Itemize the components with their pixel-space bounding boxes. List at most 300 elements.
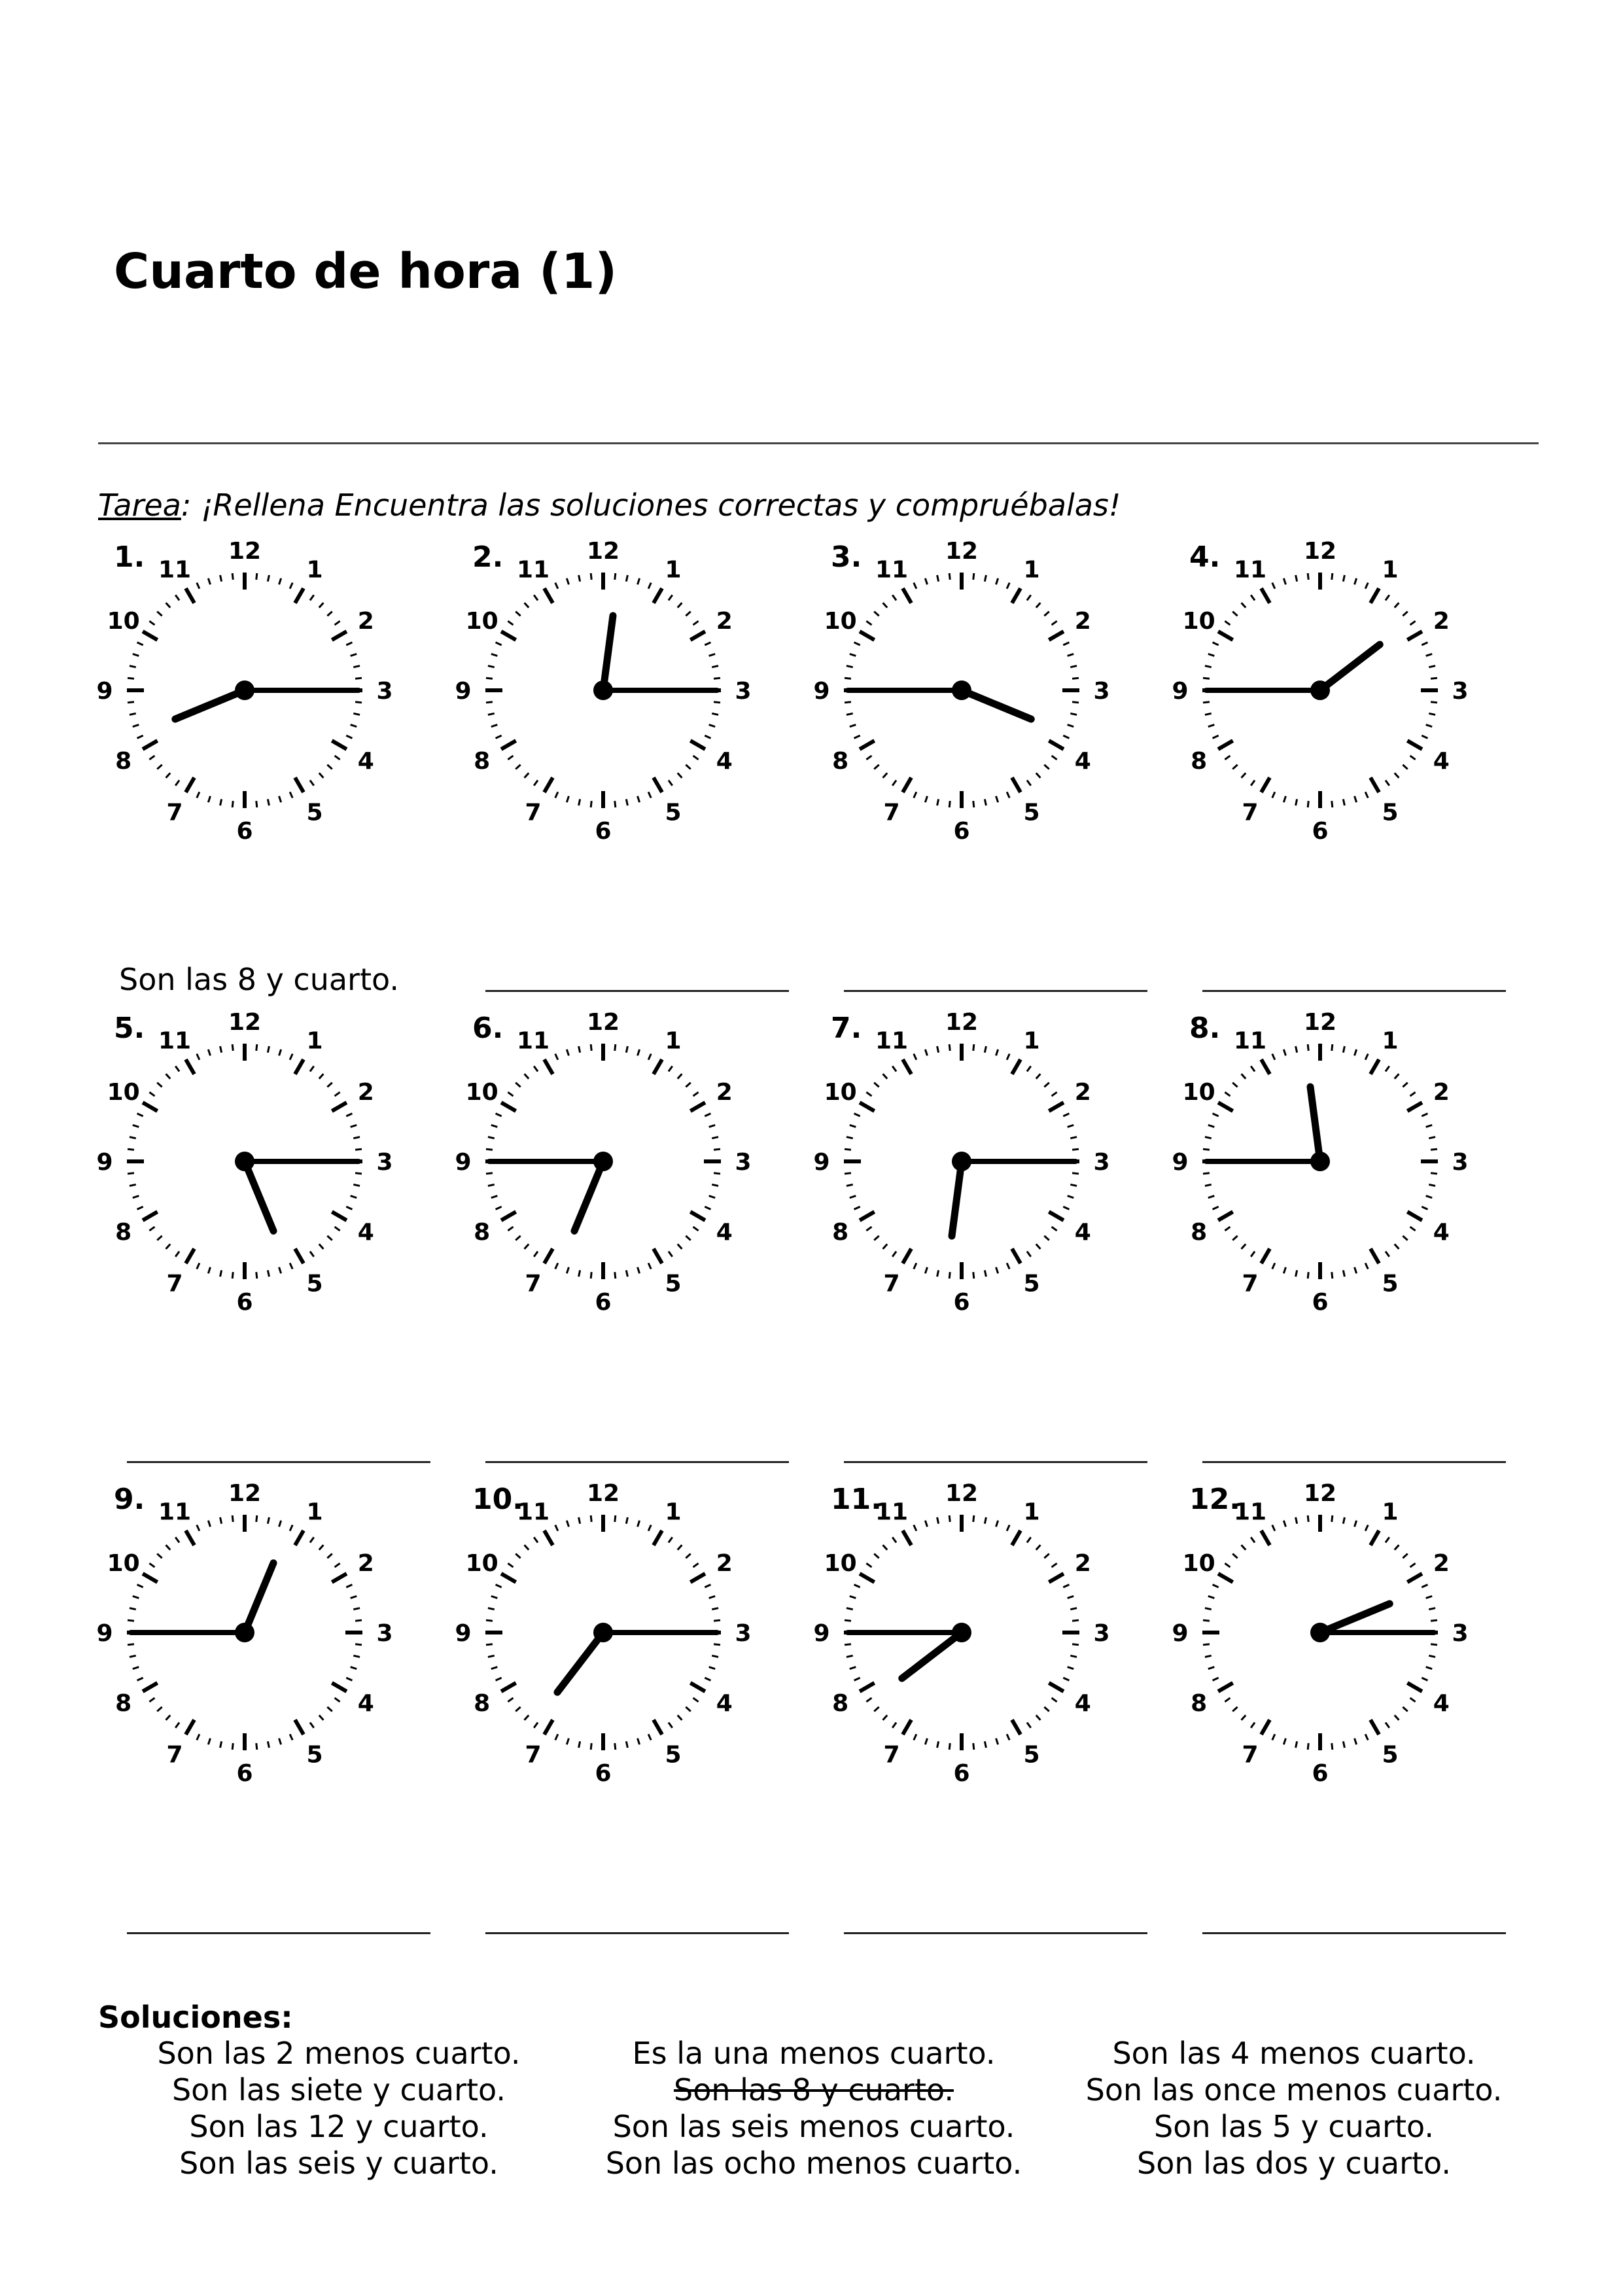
minute-tick (327, 1236, 332, 1241)
minute-tick (846, 713, 853, 715)
task-text: : ¡Rellena Encuentra las soluciones correctas y compruébalas! (181, 487, 1121, 523)
minute-tick (1343, 1270, 1344, 1277)
hour-tick (690, 631, 705, 640)
exercise-number: 9. (114, 1483, 145, 1516)
minute-tick (310, 1252, 314, 1257)
minute-tick (346, 1114, 352, 1116)
minute-tick (850, 1596, 856, 1598)
solutions-column (1052, 2035, 1536, 2181)
clock-numeral: 9 (813, 678, 830, 705)
minute-tick (626, 1741, 627, 1748)
minute-tick (1213, 1207, 1219, 1209)
minute-tick (693, 1227, 699, 1231)
minute-tick (874, 1707, 879, 1712)
minute-tick (232, 801, 233, 807)
minute-tick (626, 1517, 627, 1524)
minute-tick (1422, 1207, 1427, 1209)
minute-tick (353, 1137, 360, 1139)
minute-tick (1052, 1563, 1057, 1567)
minute-tick (937, 1741, 939, 1748)
minute-tick (1426, 725, 1433, 727)
clock-numeral: 1 (1023, 556, 1040, 584)
minute-tick (850, 1196, 856, 1198)
minute-tick (488, 713, 495, 715)
minute-tick (892, 1252, 896, 1257)
minute-tick (319, 773, 324, 777)
minute-tick (845, 1644, 851, 1645)
minute-tick (709, 1196, 716, 1198)
minute-tick (626, 1046, 627, 1053)
minute-tick (335, 1092, 340, 1096)
minute-tick (1213, 735, 1219, 738)
clock-numeral: 2 (1433, 1079, 1450, 1106)
minute-tick (874, 1083, 879, 1087)
minute-tick (937, 1046, 939, 1053)
minute-tick (1332, 1044, 1333, 1051)
minute-tick (279, 1521, 281, 1527)
minute-tick (197, 792, 200, 798)
minute-tick (268, 575, 269, 582)
clock-numeral: 12 (586, 538, 620, 565)
answer-line[interactable] (127, 1932, 430, 1934)
clock-numeral: 7 (166, 1270, 183, 1298)
minute-tick (883, 1244, 888, 1248)
minute-tick (678, 1545, 682, 1549)
minute-tick (1213, 1678, 1219, 1680)
minute-tick (1068, 725, 1074, 727)
minute-tick (1251, 595, 1255, 600)
hour-tick (544, 1059, 553, 1074)
minute-tick (712, 1137, 718, 1139)
minute-tick (232, 573, 233, 580)
minute-tick (534, 1252, 538, 1257)
minute-tick (1027, 1252, 1031, 1257)
minute-tick (693, 1092, 699, 1096)
hour-tick (690, 1683, 705, 1691)
hour-tick (903, 1720, 911, 1735)
minute-tick (892, 1066, 896, 1071)
minute-tick (279, 1739, 281, 1745)
minute-tick (351, 1196, 357, 1198)
clock-numeral: 8 (115, 748, 132, 775)
clock-numeral: 8 (1191, 1219, 1208, 1246)
minute-tick (1203, 1149, 1210, 1150)
minute-tick (1365, 1734, 1368, 1740)
hour-tick (332, 741, 347, 749)
hour-tick (186, 1720, 194, 1735)
minute-tick (1386, 595, 1389, 600)
clock-numeral: 10 (824, 1550, 857, 1577)
minute-tick (1242, 773, 1246, 777)
clock-numeral: 4 (1074, 1690, 1091, 1717)
minute-tick (525, 1715, 529, 1720)
clock-numeral: 9 (1172, 1149, 1189, 1176)
minute-tick (1070, 1608, 1077, 1610)
minute-tick (638, 796, 640, 803)
minute-tick (166, 1244, 171, 1248)
minute-tick (1395, 1545, 1399, 1549)
hour-tick (1407, 1683, 1422, 1691)
minute-tick (686, 1707, 690, 1712)
clock-numeral: 2 (716, 1550, 733, 1577)
minute-tick (1426, 1596, 1433, 1598)
minute-tick (515, 1236, 520, 1241)
minute-tick (268, 1741, 269, 1748)
minute-tick (1355, 1739, 1357, 1745)
clock-numeral: 3 (1093, 1620, 1110, 1647)
hour-tick (1261, 1530, 1270, 1545)
minute-tick (197, 1734, 200, 1740)
minute-tick (883, 773, 888, 777)
clock-numeral: 5 (665, 799, 682, 826)
minute-tick (256, 1515, 257, 1522)
hour-tick (501, 1212, 516, 1220)
hour-tick (501, 1103, 516, 1111)
hour-tick (544, 1248, 553, 1263)
minute-tick (567, 1050, 568, 1056)
clock-numeral: 6 (1312, 818, 1329, 845)
minute-tick (1386, 1252, 1389, 1257)
minute-tick (874, 765, 879, 769)
minute-tick (496, 1114, 502, 1116)
solution-item: Son las siete y cuarto. (171, 2072, 506, 2108)
clock-numeral: 11 (158, 556, 192, 584)
clock-numeral: 9 (1172, 1620, 1189, 1647)
hour-tick (1218, 631, 1233, 640)
minute-tick (1213, 643, 1219, 645)
minute-tick (1225, 1698, 1230, 1702)
minute-tick (1027, 1723, 1031, 1728)
minute-tick (133, 654, 139, 656)
minute-tick (846, 1137, 853, 1139)
minute-tick (1205, 666, 1212, 667)
hour-tick (1218, 1574, 1233, 1582)
hour-hand (1320, 645, 1380, 690)
minute-tick (128, 702, 134, 703)
minute-tick (208, 1050, 210, 1056)
clock-numeral: 7 (1242, 799, 1259, 826)
hour-tick (1261, 777, 1270, 792)
minute-tick (256, 573, 257, 580)
answer-line[interactable] (844, 1932, 1147, 1934)
clock-center (952, 1623, 971, 1642)
minute-tick (149, 1227, 154, 1231)
minute-tick (996, 1521, 998, 1527)
minute-tick (1044, 1707, 1049, 1712)
minute-tick (1007, 1525, 1009, 1531)
minute-tick (1429, 1655, 1435, 1657)
minute-tick (949, 1515, 950, 1522)
minute-tick (709, 654, 716, 656)
hour-tick (186, 1248, 194, 1263)
minute-tick (1232, 1236, 1237, 1241)
minute-tick (508, 756, 513, 760)
minute-tick (534, 781, 538, 786)
minute-tick (874, 612, 879, 616)
clock-numeral: 9 (96, 678, 113, 705)
minute-tick (714, 1149, 720, 1150)
clock-center (235, 680, 254, 700)
minute-tick (130, 1655, 136, 1657)
minute-tick (351, 654, 357, 656)
minute-tick (874, 1236, 879, 1241)
minute-tick (1027, 595, 1031, 600)
clock-numeral: 3 (1093, 1149, 1110, 1176)
clock-numeral: 3 (376, 1620, 393, 1647)
minute-tick (1296, 1517, 1297, 1524)
minute-tick (220, 1046, 222, 1053)
minute-tick (925, 1739, 927, 1745)
clock-center (952, 680, 971, 700)
hour-tick (1012, 1530, 1021, 1545)
minute-tick (669, 595, 672, 600)
minute-tick (615, 1272, 616, 1279)
clock-numeral: 3 (376, 1149, 393, 1176)
minute-tick (1395, 1715, 1399, 1720)
minute-tick (850, 725, 856, 727)
clock-numeral: 9 (1172, 678, 1189, 705)
hour-tick (654, 1720, 662, 1735)
minute-tick (705, 1114, 710, 1116)
minute-tick (133, 1196, 139, 1198)
clock-numeral: 2 (716, 1079, 733, 1106)
minute-tick (128, 1620, 134, 1621)
clock-numeral: 5 (665, 1741, 682, 1769)
minute-tick (1429, 1184, 1435, 1186)
minute-tick (1063, 1207, 1069, 1209)
clock-numeral: 5 (306, 799, 323, 826)
minute-tick (845, 1173, 851, 1174)
minute-tick (319, 1715, 324, 1720)
minute-tick (709, 725, 716, 727)
clock-numeral: 4 (357, 1690, 374, 1717)
minute-tick (1355, 1521, 1357, 1527)
minute-tick (1251, 1066, 1255, 1071)
minute-tick (1225, 1092, 1230, 1096)
solution-item: Son las dos y cuarto. (1137, 2146, 1451, 2181)
minute-tick (486, 1173, 493, 1174)
minute-tick (949, 1272, 950, 1279)
minute-tick (1410, 756, 1416, 760)
minute-tick (937, 799, 939, 805)
clock-face (440, 942, 752, 1316)
minute-tick (496, 1207, 502, 1209)
solutions-heading: Soluciones: (98, 2000, 293, 2035)
hour-tick (501, 1683, 516, 1691)
minute-tick (1429, 1608, 1435, 1610)
clock-center (593, 1623, 613, 1642)
minute-tick (1232, 612, 1237, 616)
minute-tick (1296, 1741, 1297, 1748)
clock-face (81, 471, 393, 845)
minute-tick (491, 1667, 498, 1669)
minute-tick (985, 799, 986, 805)
minute-tick (1296, 1270, 1297, 1277)
hour-tick (690, 1574, 705, 1582)
minute-tick (712, 1655, 718, 1657)
minute-tick (310, 1723, 314, 1728)
minute-tick (1395, 773, 1399, 777)
minute-tick (232, 1272, 233, 1279)
clock-numeral: 8 (1191, 1690, 1208, 1717)
hour-tick (1012, 1059, 1021, 1074)
clock-numeral: 11 (516, 1498, 550, 1526)
minute-tick (157, 612, 162, 616)
hour-tick (1049, 631, 1064, 640)
clock-numeral: 12 (228, 1480, 262, 1507)
minute-tick (130, 713, 136, 715)
minute-tick (515, 1554, 520, 1559)
clock-numeral: 12 (1303, 1480, 1337, 1507)
hour-hand (1320, 1604, 1389, 1633)
minute-tick (508, 621, 513, 625)
minute-tick (175, 1723, 179, 1728)
exercise-number: 3. (831, 540, 862, 574)
minute-tick (638, 1267, 640, 1274)
minute-tick (279, 1050, 281, 1056)
header-divider (98, 442, 1539, 444)
minute-tick (638, 1739, 640, 1745)
clock-numeral: 9 (455, 678, 472, 705)
clock-numeral: 4 (1074, 748, 1091, 775)
hour-tick (1407, 1574, 1422, 1582)
minute-tick (1203, 678, 1210, 679)
minute-tick (279, 578, 281, 585)
clock-numeral: 9 (813, 1149, 830, 1176)
clock-numeral: 2 (1074, 608, 1091, 635)
clock-numeral: 4 (1433, 748, 1450, 775)
exercise-number: 2. (472, 540, 504, 574)
minute-tick (128, 678, 134, 679)
minute-tick (973, 1743, 974, 1750)
minute-tick (1283, 578, 1285, 585)
clock-numeral: 2 (357, 608, 374, 635)
minute-tick (669, 1723, 672, 1728)
minute-tick (996, 796, 998, 803)
minute-tick (866, 621, 871, 625)
exercise-number: 5. (114, 1012, 145, 1045)
minute-tick (149, 756, 154, 760)
minute-tick (1044, 1554, 1049, 1559)
clock-numeral: 11 (875, 1027, 909, 1055)
page-title: Cuarto de hora (1) (114, 243, 618, 300)
solution-item: Son las 2 menos cuarto. (157, 2036, 521, 2071)
minute-tick (1036, 1715, 1041, 1720)
hour-tick (860, 1212, 875, 1220)
hour-tick (1218, 1212, 1233, 1220)
minute-tick (669, 781, 672, 786)
minute-tick (208, 578, 210, 585)
minute-tick (488, 666, 495, 667)
hour-tick (1049, 1103, 1064, 1111)
minute-tick (1431, 1620, 1437, 1621)
minute-tick (1052, 1092, 1057, 1096)
clock-numeral: 6 (236, 1289, 253, 1316)
minute-tick (854, 643, 860, 645)
minute-tick (1044, 1236, 1049, 1241)
minute-tick (1332, 1743, 1333, 1750)
hour-tick (1370, 1059, 1379, 1074)
hour-tick (903, 588, 911, 603)
clock-face (440, 1413, 752, 1787)
minute-tick (149, 621, 154, 625)
hour-tick (1261, 1248, 1270, 1263)
answer-line[interactable] (1202, 1932, 1506, 1934)
answer-line[interactable] (485, 1932, 789, 1934)
minute-tick (1052, 756, 1057, 760)
minute-tick (353, 1184, 360, 1186)
minute-tick (1355, 796, 1357, 803)
solution-item: Son las 4 menos cuarto. (1112, 2036, 1476, 2071)
minute-tick (515, 612, 520, 616)
clock-numeral: 4 (1074, 1219, 1091, 1246)
minute-tick (486, 702, 493, 703)
hour-tick (1218, 1683, 1233, 1691)
hour-tick (332, 1212, 347, 1220)
minute-tick (712, 1608, 718, 1610)
minute-tick (1395, 603, 1399, 607)
minute-tick (1272, 1525, 1275, 1531)
hour-tick (332, 631, 347, 640)
clock-numeral: 12 (945, 538, 979, 565)
minute-tick (686, 1236, 690, 1241)
minute-tick (508, 1698, 513, 1702)
minute-tick (355, 678, 362, 679)
clock-numeral: 6 (953, 1289, 970, 1316)
minute-tick (486, 678, 493, 679)
minute-tick (128, 1173, 134, 1174)
minute-tick (351, 725, 357, 727)
minute-tick (914, 1734, 916, 1740)
exercise-number: 8. (1189, 1012, 1221, 1045)
clock-numeral: 10 (465, 1079, 498, 1106)
clock-numeral: 8 (115, 1219, 132, 1246)
solution-item: Son las 8 y cuarto. (674, 2072, 954, 2108)
minute-tick (1386, 1723, 1389, 1728)
minute-tick (1242, 1545, 1246, 1549)
minute-tick (845, 1620, 851, 1621)
minute-tick (567, 1521, 568, 1527)
minute-tick (1007, 1054, 1009, 1060)
clock-numeral: 7 (525, 1270, 542, 1298)
minute-tick (1232, 1083, 1237, 1087)
minute-tick (1422, 1114, 1427, 1116)
clock-numeral: 7 (166, 1741, 183, 1769)
minute-tick (693, 1698, 699, 1702)
minute-tick (579, 1741, 580, 1748)
minute-tick (1225, 1227, 1230, 1231)
hour-tick (143, 1574, 158, 1582)
clock-numeral: 5 (1382, 1270, 1399, 1298)
minute-tick (1044, 612, 1049, 616)
minute-tick (137, 1114, 143, 1116)
minute-tick (850, 1125, 856, 1127)
clock-numeral: 7 (525, 799, 542, 826)
clock-face (1157, 942, 1469, 1316)
clock-face (1157, 471, 1469, 845)
minute-tick (290, 1263, 292, 1269)
minute-tick (1072, 1644, 1079, 1645)
minute-tick (1052, 1227, 1057, 1231)
hour-hand (902, 1633, 962, 1678)
clock-numeral: 1 (665, 556, 682, 584)
minute-tick (268, 1270, 269, 1277)
minute-tick (279, 1267, 281, 1274)
minute-tick (355, 1644, 362, 1645)
minute-tick (1343, 1741, 1344, 1748)
minute-tick (355, 1173, 362, 1174)
minute-tick (1332, 801, 1333, 807)
